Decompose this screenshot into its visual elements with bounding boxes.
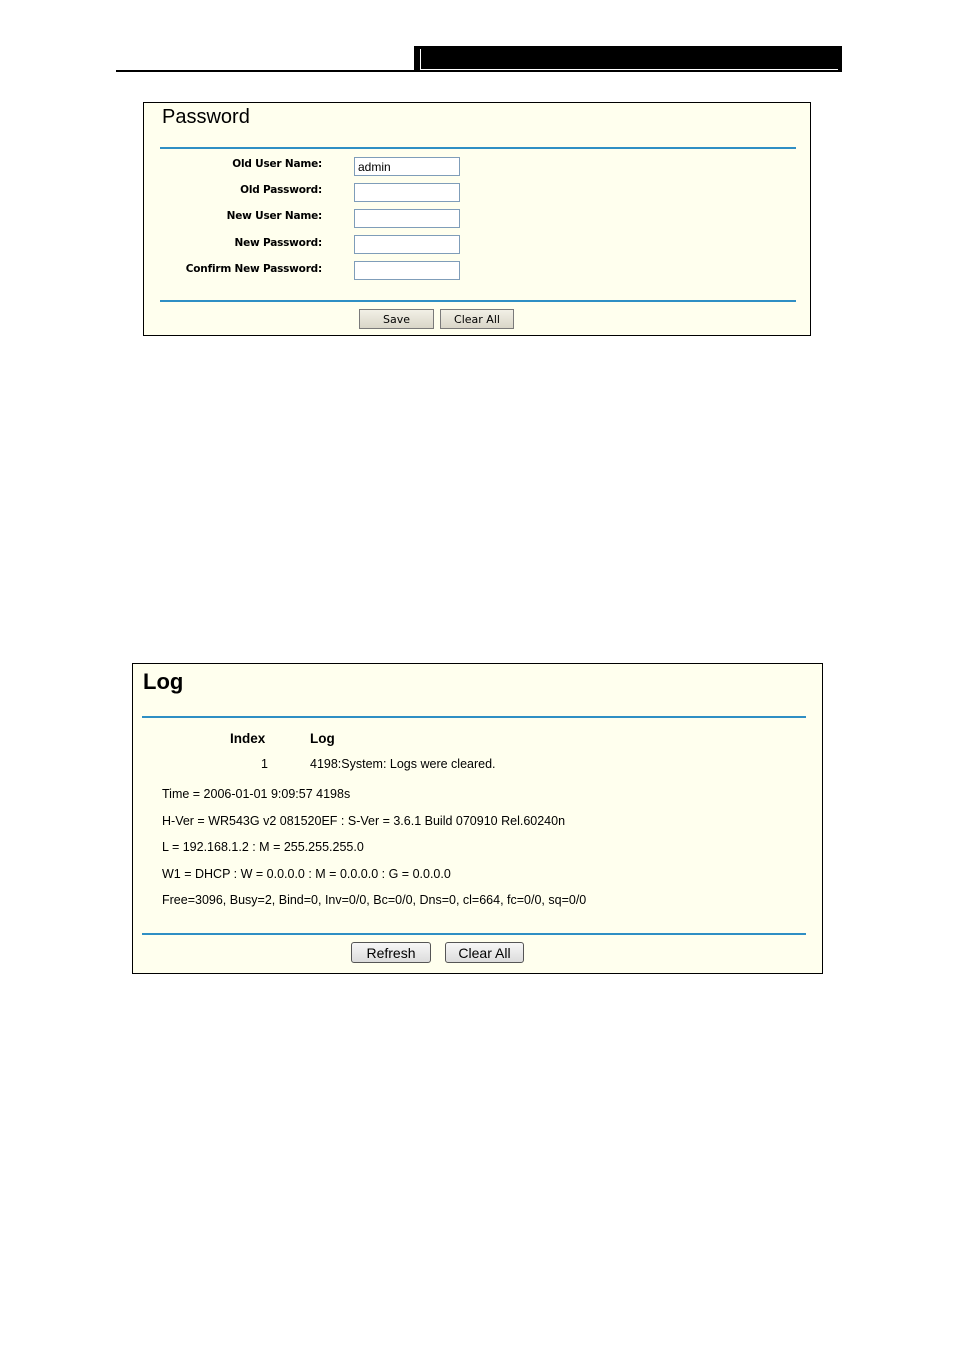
- status-time: Time = 2006-01-01 9:09:57 4198s: [162, 787, 351, 801]
- old-user-name-label: Old User Name:: [232, 158, 322, 170]
- log-title: Log: [143, 669, 184, 694]
- log-bottom-divider: [142, 933, 806, 935]
- status-lan: L = 192.168.1.2 : M = 255.255.255.0: [162, 840, 364, 854]
- old-password-label: Old Password:: [240, 184, 322, 196]
- new-password-input[interactable]: [354, 235, 460, 254]
- confirm-new-password-label: Confirm New Password:: [185, 263, 322, 275]
- password-bottom-divider: [160, 300, 796, 302]
- new-user-name-input[interactable]: [354, 209, 460, 228]
- confirm-new-password-input[interactable]: [354, 261, 460, 280]
- header-rule: [116, 70, 414, 72]
- old-user-name-input[interactable]: [354, 157, 460, 176]
- old-password-input[interactable]: [354, 183, 460, 202]
- status-version: H-Ver = WR543G v2 081520EF : S-Ver = 3.6.1 Build 070910 Rel.60240n: [162, 814, 566, 828]
- password-title: Password: [162, 106, 250, 128]
- status-wan: W1 = DHCP : W = 0.0.0.0 : M = 0.0.0.0 : G = 0.0.0.0: [162, 867, 451, 881]
- log-entry-message: 4198:System: Logs were cleared.: [310, 757, 496, 771]
- index-column-header: Index: [230, 731, 266, 746]
- clear-all-button[interactable]: Clear All: [440, 309, 514, 329]
- new-user-name-label: New User Name:: [226, 210, 322, 222]
- save-button[interactable]: Save: [359, 309, 434, 329]
- log-panel: [132, 663, 823, 974]
- status-resources: Free=3096, Busy=2, Bind=0, Inv=0/0, Bc=0/0, Dns=0, cl=664, fc=0/0, sq=0/0: [162, 893, 587, 907]
- log-top-divider: [142, 716, 806, 718]
- log-entry-index: 1: [261, 757, 268, 771]
- log-column-header: Log: [310, 731, 335, 746]
- password-top-divider: [160, 147, 796, 149]
- header-bar-inset: [420, 49, 838, 70]
- refresh-button[interactable]: Refresh: [351, 942, 431, 963]
- new-password-label: New Password:: [234, 237, 322, 249]
- password-panel: [143, 102, 811, 336]
- log-clear-all-button[interactable]: Clear All: [445, 942, 524, 963]
